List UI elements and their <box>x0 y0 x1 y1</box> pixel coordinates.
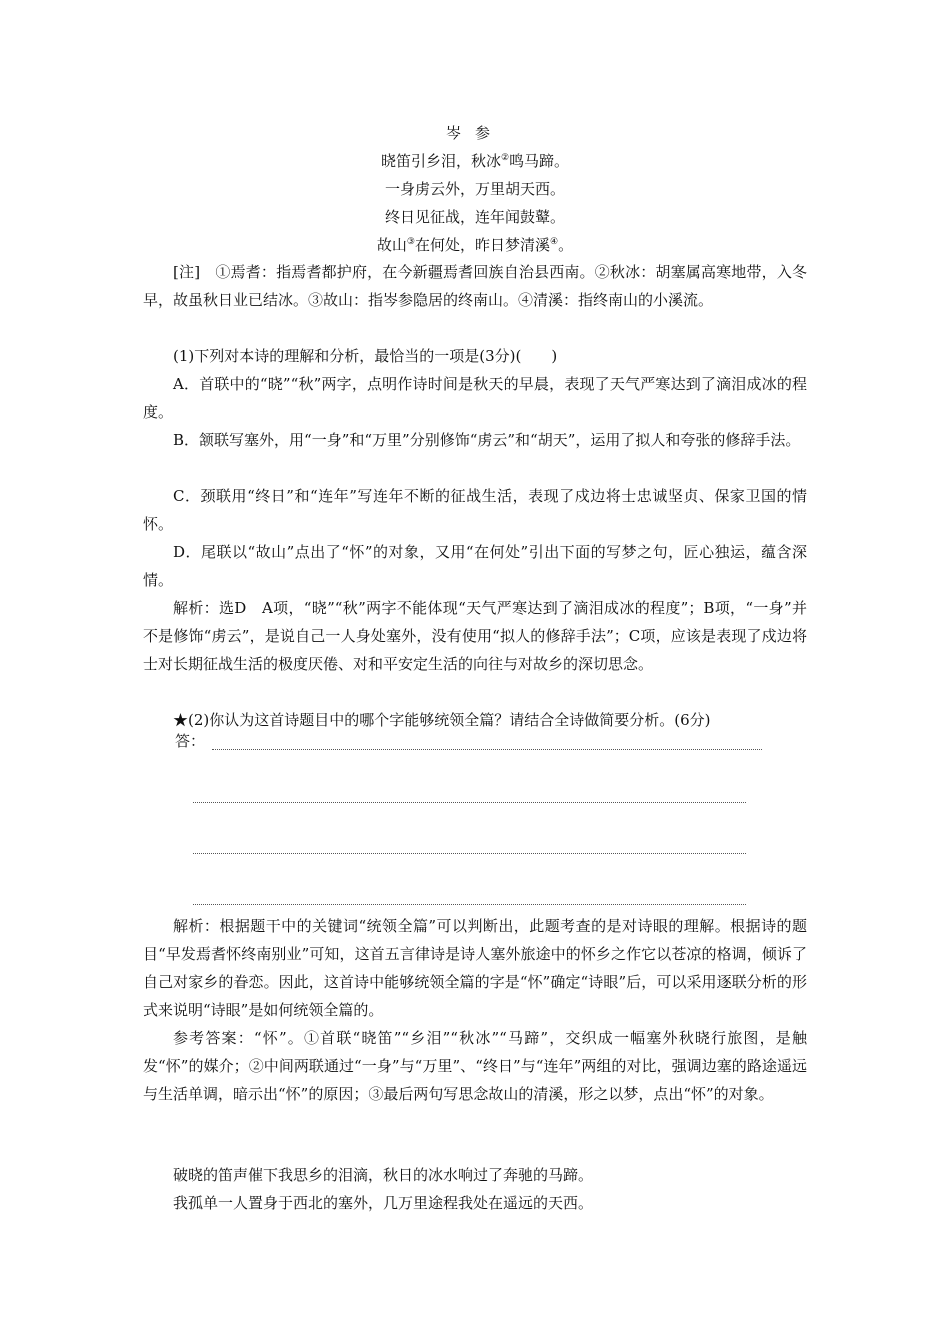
answer-line[interactable] <box>193 853 746 854</box>
poem-line-text: 终日见征战，连年闻鼓鼙。 <box>384 208 565 226</box>
answer-line[interactable] <box>212 749 762 750</box>
answer-line[interactable] <box>193 802 746 803</box>
poem-line-text: 在何处，昨日梦清溪 <box>414 236 550 254</box>
note-marker: ② <box>500 153 510 163</box>
poem-line-text: 鸣马蹄。 <box>509 152 570 170</box>
translation-line-1: 破晓的笛声催下我思乡的泪滴，秋日的冰水响过了奔驰的马蹄。 <box>173 1166 594 1184</box>
translation-line-2: 我孤单一人置身于西北的塞外，几万里途程我处在遥远的天西。 <box>173 1194 594 1212</box>
poem-notes: [注] ①焉耆：指焉耆都护府，在今新疆焉耆回族自治县西南。②秋冰：胡塞属高寒地带，入冬早，故虽秋日业已结冰。③故山：指岑参隐居的终南山。④清溪：指终南山的小溪流。 <box>143 263 807 309</box>
poem-line-1 <box>0 150 950 171</box>
poem-line-text: 故山 <box>376 236 407 254</box>
question-2-reference-answer: 参考答案：“怀”。①首联“晓笛”“乡泪”“秋冰”“马蹄”，交织成一幅塞外秋晓行旅图，是触发“怀”的媒介；②中间两联通过“一身”与“万里”、“终日”与“连年”两组的对比，强调边塞的路途遥远与生活单调，暗示出“怀”的原因；③最后两句写思念故山的清溪，形之以梦，点出“怀”的对象。 <box>143 1029 807 1103</box>
question-1-analysis: 解析：选D A项，“晓”“秋”两字不能体现“天气严寒达到了滴泪成冰的程度”；B项，“一身”并不是修饰“虏云”，是说自己一人身处塞外，没有使用“拟人的修辞手法”；C项，应该是表现了戍边将士对长期征战生活的极度厌倦、对和平安定生活的向往与对故乡的深切思念。 <box>143 599 807 673</box>
question-1-option-b: B．颔联写塞外，用“一身”和“万里”分别修饰“虏云”和“胡天”，运用了拟人和夸张的修辞手法。 <box>173 431 801 449</box>
question-1-option-d: D．尾联以“故山”点出了“怀”的对象，又用“在何处”引出下面的写梦之句，匠心独运，蕴含深情。 <box>143 543 807 589</box>
question-1-stem: (1)下列对本诗的理解和分析，最恰当的一项是(3分)( ) <box>173 347 558 365</box>
question-1-option-c: C．颈联用“终日”和“连年”写连年不断的征战生活，表现了戍边将士忠诚坚贞、保家卫国的情怀。 <box>143 487 807 533</box>
question-2-stem: ★(2)你认为这首诗题目中的哪个字能够统领全篇？请结合全诗做简要分析。(6分) <box>173 711 711 729</box>
question-2-analysis: 解析：根据题干中的关键词“统领全篇”可以判断出，此题考查的是对诗眼的理解。根据诗的题目“早发焉耆怀终南别业”可知，这首五言律诗是诗人塞外旅途中的怀乡之作它以苍凉的格调，倾诉了自己对家乡的眷恋。因此，这首诗中能够统领全篇的字是“怀”确定“诗眼”后，可以采用逐联分析的形式来说明“诗眼”是如何统领全篇的。 <box>143 917 807 1019</box>
question-1-option-a: A．首联中的“晓”“秋”两字，点明作诗时间是秋天的早晨，表现了天气严寒达到了滴泪成冰的程度。 <box>143 375 807 421</box>
note-marker: ④ <box>550 237 559 247</box>
answer-label: 答： <box>175 732 206 750</box>
poem-line-4 <box>0 234 950 255</box>
poem-author: 岑参 <box>445 124 504 142</box>
poem-line-3 <box>0 206 950 227</box>
poem-line-2 <box>0 178 950 199</box>
poem-line-end: 。 <box>558 236 574 254</box>
poem-line-text: 晓笛引乡泪，秋冰 <box>380 152 501 170</box>
note-marker: ③ <box>406 237 415 247</box>
answer-line[interactable] <box>193 904 746 905</box>
poem-line-text: 一身虏云外，万里胡天西。 <box>384 180 565 198</box>
